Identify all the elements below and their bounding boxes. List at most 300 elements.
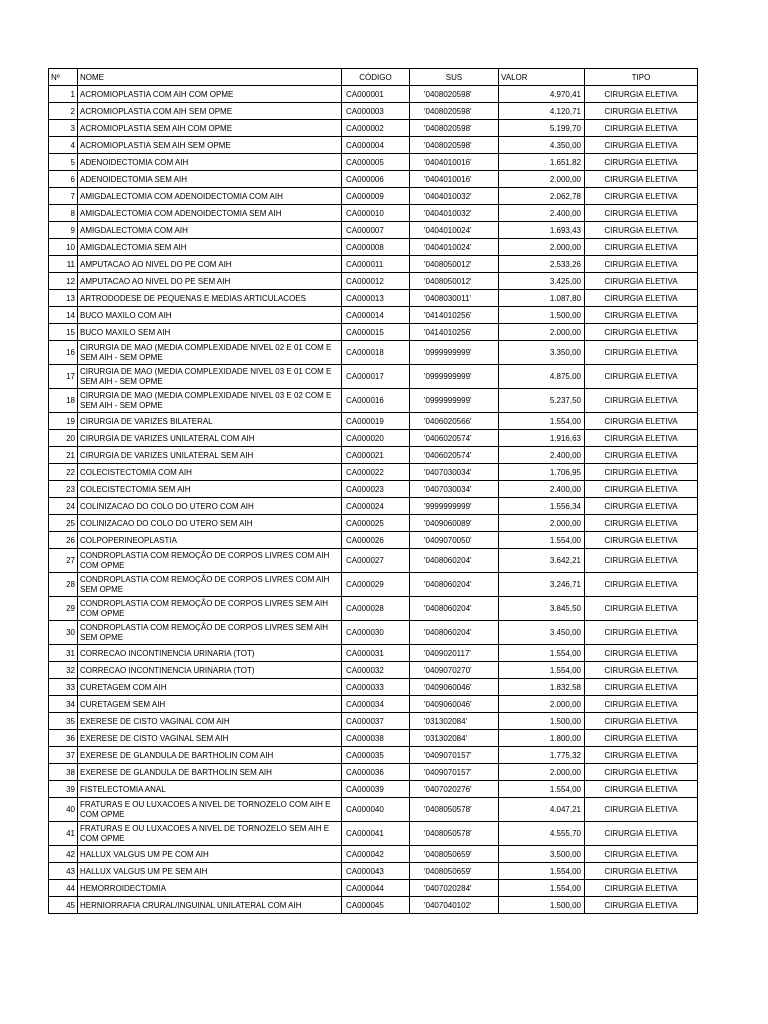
procedure-name: EXERESE DE CISTO VAGINAL SEM AIH	[78, 730, 342, 747]
sus-code: '0408020598'	[410, 120, 499, 137]
procedure-value: 3.845,50	[499, 597, 585, 621]
procedure-type: CIRURGIA ELETIVA	[585, 290, 698, 307]
table-row	[49, 120, 698, 137]
row-number: 42	[49, 846, 78, 863]
sus-code: '0409070157'	[410, 764, 499, 781]
row-number: 24	[49, 498, 78, 515]
row-number: 20	[49, 430, 78, 447]
procedure-value: 2.400,00	[499, 205, 585, 222]
sus-code: '0409070270'	[410, 662, 499, 679]
procedure-value: 4.555,70	[499, 822, 585, 846]
procedure-code: CA000016	[342, 389, 410, 413]
row-number: 5	[49, 154, 78, 171]
procedure-value: 4.047,21	[499, 798, 585, 822]
sus-code: '0404010016'	[410, 171, 499, 188]
procedure-code: CA000040	[342, 798, 410, 822]
row-number: 36	[49, 730, 78, 747]
procedure-value: 2.400,00	[499, 447, 585, 464]
procedure-type: CIRURGIA ELETIVA	[585, 430, 698, 447]
column-header-number: Nº	[49, 69, 78, 86]
procedure-value: 2.000,00	[499, 171, 585, 188]
sus-code: '0409060089'	[410, 515, 499, 532]
procedure-value: 1.554,00	[499, 645, 585, 662]
procedure-name: CONDROPLASTIA COM REMOÇÃO DE CORPOS LIVRES COM AIH COM OPME	[78, 549, 342, 573]
procedure-name: CURETAGEM SEM AIH	[78, 696, 342, 713]
sus-code: '0408060204'	[410, 621, 499, 645]
procedure-name: FISTELECTOMIA ANAL	[78, 781, 342, 798]
procedure-type: CIRURGIA ELETIVA	[585, 696, 698, 713]
procedure-type: CIRURGIA ELETIVA	[585, 822, 698, 846]
table-row	[49, 713, 698, 730]
table-row	[49, 798, 698, 822]
procedure-type: CIRURGIA ELETIVA	[585, 645, 698, 662]
row-number: 28	[49, 573, 78, 597]
sus-code: '9999999999'	[410, 498, 499, 515]
procedure-type: CIRURGIA ELETIVA	[585, 464, 698, 481]
column-header-code: CÓDIGO	[342, 69, 410, 86]
row-number: 19	[49, 413, 78, 430]
procedure-value: 1.556,34	[499, 498, 585, 515]
procedure-type: CIRURGIA ELETIVA	[585, 549, 698, 573]
procedure-value: 2.000,00	[499, 764, 585, 781]
sus-code: '0999999999'	[410, 389, 499, 413]
procedure-code: CA000038	[342, 730, 410, 747]
table-row	[49, 679, 698, 696]
procedure-name: ADENOIDECTOMIA SEM AIH	[78, 171, 342, 188]
procedure-value: 1.554,00	[499, 413, 585, 430]
procedure-type: CIRURGIA ELETIVA	[585, 86, 698, 103]
procedure-value: 1.775,32	[499, 747, 585, 764]
sus-code: '0408050578'	[410, 798, 499, 822]
procedure-name: EXERESE DE GLANDULA DE BARTHOLIN COM AIH	[78, 747, 342, 764]
sus-code: '0408020598'	[410, 137, 499, 154]
table-row	[49, 307, 698, 324]
sus-code: '0999999999'	[410, 341, 499, 365]
procedure-code: CA000025	[342, 515, 410, 532]
procedure-name: CONDROPLASTIA COM REMOÇÃO DE CORPOS LIVRES COM AIH SEM OPME	[78, 573, 342, 597]
row-number: 29	[49, 597, 78, 621]
procedure-value: 1.832,58	[499, 679, 585, 696]
procedure-code: CA000003	[342, 103, 410, 120]
procedure-value: 1.554,00	[499, 781, 585, 798]
row-number: 1	[49, 86, 78, 103]
row-number: 4	[49, 137, 78, 154]
row-number: 2	[49, 103, 78, 120]
procedure-name: ARTRODODESE DE PEQUENAS E MEDIAS ARTICULACOES	[78, 290, 342, 307]
row-number: 23	[49, 481, 78, 498]
table-row	[49, 880, 698, 897]
procedure-value: 1.087,80	[499, 290, 585, 307]
procedure-type: CIRURGIA ELETIVA	[585, 365, 698, 389]
sus-code: '0407020276'	[410, 781, 499, 798]
sus-code: '0409060046'	[410, 679, 499, 696]
procedure-name: COLECISTECTOMIA COM AIH	[78, 464, 342, 481]
procedure-name: EXERESE DE CISTO VAGINAL COM AIH	[78, 713, 342, 730]
procedure-code: CA000022	[342, 464, 410, 481]
procedure-code: CA000006	[342, 171, 410, 188]
procedure-code: CA000015	[342, 324, 410, 341]
procedure-value: 3.642,21	[499, 549, 585, 573]
sus-code: '0408060204'	[410, 573, 499, 597]
table-row	[49, 389, 698, 413]
row-number: 39	[49, 781, 78, 798]
procedure-name: COLPOPERINEOPLASTIA	[78, 532, 342, 549]
procedure-name: CORRECAO INCONTINENCIA URINARIA (TOT)	[78, 645, 342, 662]
procedure-name: AMPUTACAO AO NIVEL DO PE SEM AIH	[78, 273, 342, 290]
procedure-value: 2.533,26	[499, 256, 585, 273]
procedure-value: 1.693,43	[499, 222, 585, 239]
procedure-type: CIRURGIA ELETIVA	[585, 713, 698, 730]
row-number: 9	[49, 222, 78, 239]
header-row	[49, 69, 698, 86]
procedure-code: CA000001	[342, 86, 410, 103]
procedure-value: 1.554,00	[499, 532, 585, 549]
row-number: 30	[49, 621, 78, 645]
row-number: 8	[49, 205, 78, 222]
procedure-code: CA000007	[342, 222, 410, 239]
row-number: 34	[49, 696, 78, 713]
row-number: 41	[49, 822, 78, 846]
procedure-type: CIRURGIA ELETIVA	[585, 447, 698, 464]
procedure-code: CA000027	[342, 549, 410, 573]
sus-code: '0407030034'	[410, 464, 499, 481]
procedure-type: CIRURGIA ELETIVA	[585, 413, 698, 430]
procedure-name: AMIGDALECTOMIA COM ADENOIDECTOMIA SEM AIH	[78, 205, 342, 222]
procedure-code: CA000042	[342, 846, 410, 863]
row-number: 45	[49, 897, 78, 914]
procedure-type: CIRURGIA ELETIVA	[585, 239, 698, 256]
sus-code: '0409070050'	[410, 532, 499, 549]
procedure-name: ACROMIOPLASTIA SEM AIH COM OPME	[78, 120, 342, 137]
procedures-sheet	[48, 68, 697, 914]
procedure-type: CIRURGIA ELETIVA	[585, 880, 698, 897]
procedure-value: 1.554,00	[499, 863, 585, 880]
procedure-value: 1.800,00	[499, 730, 585, 747]
procedure-code: CA000043	[342, 863, 410, 880]
procedure-name: CORRECAO INCONTINENCIA URINARIA (TOT)	[78, 662, 342, 679]
table-row	[49, 781, 698, 798]
procedure-value: 4.350,00	[499, 137, 585, 154]
procedure-name: ACROMIOPLASTIA COM AIH COM OPME	[78, 86, 342, 103]
sus-code: '0407030034'	[410, 481, 499, 498]
procedure-name: ACROMIOPLASTIA SEM AIH SEM OPME	[78, 137, 342, 154]
procedure-code: CA000017	[342, 365, 410, 389]
procedure-code: CA000024	[342, 498, 410, 515]
procedure-name: AMIGDALECTOMIA COM AIH	[78, 222, 342, 239]
procedure-name: COLINIZACAO DO COLO DO UTERO COM AIH	[78, 498, 342, 515]
procedure-value: 5.199,70	[499, 120, 585, 137]
procedure-code: CA000021	[342, 447, 410, 464]
procedure-name: EXERESE DE GLANDULA DE BARTHOLIN SEM AIH	[78, 764, 342, 781]
procedure-name: CONDROPLASTIA COM REMOÇÃO DE CORPOS LIVRES SEM AIH COM OPME	[78, 597, 342, 621]
procedure-name: CONDROPLASTIA COM REMOÇÃO DE CORPOS LIVRES SEM AIH SEM OPME	[78, 621, 342, 645]
table-row	[49, 846, 698, 863]
procedure-type: CIRURGIA ELETIVA	[585, 846, 698, 863]
procedure-name: HALLUX VALGUS UM PE SEM AIH	[78, 863, 342, 880]
procedure-type: CIRURGIA ELETIVA	[585, 103, 698, 120]
row-number: 16	[49, 341, 78, 365]
table-row	[49, 137, 698, 154]
row-number: 18	[49, 389, 78, 413]
procedure-type: CIRURGIA ELETIVA	[585, 730, 698, 747]
procedure-code: CA000045	[342, 897, 410, 914]
procedure-name: BUCO MAXILO SEM AIH	[78, 324, 342, 341]
sus-code: '031302084'	[410, 713, 499, 730]
procedure-value: 1.651,82	[499, 154, 585, 171]
procedure-value: 1.554,00	[499, 880, 585, 897]
sus-code: '0407020284'	[410, 880, 499, 897]
row-number: 40	[49, 798, 78, 822]
procedure-type: CIRURGIA ELETIVA	[585, 781, 698, 798]
table-row	[49, 532, 698, 549]
table-row	[49, 662, 698, 679]
procedure-name: BUCO MAXILO COM AIH	[78, 307, 342, 324]
sus-code: '0407040102'	[410, 897, 499, 914]
table-row	[49, 645, 698, 662]
table-row	[49, 597, 698, 621]
table-row	[49, 171, 698, 188]
procedure-name: CIRURGIA DE VARIZES UNILATERAL COM AIH	[78, 430, 342, 447]
procedure-type: CIRURGIA ELETIVA	[585, 222, 698, 239]
table-row	[49, 515, 698, 532]
procedure-code: CA000028	[342, 597, 410, 621]
row-number: 11	[49, 256, 78, 273]
procedure-name: COLINIZACAO DO COLO DO UTERO SEM AIH	[78, 515, 342, 532]
sus-code: '0408060204'	[410, 549, 499, 573]
procedure-type: CIRURGIA ELETIVA	[585, 573, 698, 597]
table-row	[49, 365, 698, 389]
sus-code: '0404010024'	[410, 222, 499, 239]
table-row	[49, 481, 698, 498]
table-row	[49, 324, 698, 341]
table-row	[49, 290, 698, 307]
procedure-name: FRATURAS E OU LUXACOES A NIVEL DE TORNOZELO SEM AIH E COM OPME	[78, 822, 342, 846]
procedure-type: CIRURGIA ELETIVA	[585, 764, 698, 781]
procedure-type: CIRURGIA ELETIVA	[585, 747, 698, 764]
procedure-code: CA000012	[342, 273, 410, 290]
table-row	[49, 897, 698, 914]
row-number: 7	[49, 188, 78, 205]
row-number: 26	[49, 532, 78, 549]
procedure-code: CA000013	[342, 290, 410, 307]
procedure-type: CIRURGIA ELETIVA	[585, 256, 698, 273]
column-header-valor: VALOR	[499, 69, 585, 86]
row-number: 12	[49, 273, 78, 290]
procedure-code: CA000014	[342, 307, 410, 324]
sus-code: '0408020598'	[410, 86, 499, 103]
sus-code: '0404010024'	[410, 239, 499, 256]
procedure-name: AMIGDALECTOMIA SEM AIH	[78, 239, 342, 256]
procedure-value: 4.875,00	[499, 365, 585, 389]
procedure-type: CIRURGIA ELETIVA	[585, 498, 698, 515]
row-number: 14	[49, 307, 78, 324]
sus-code: '0406020566'	[410, 413, 499, 430]
procedure-value: 3.450,00	[499, 621, 585, 645]
row-number: 37	[49, 747, 78, 764]
procedure-name: CIRURGIA DE MAO (MEDIA COMPLEXIDADE NIVEL 02 E 01 COM E SEM AIH - SEM OPME	[78, 341, 342, 365]
procedure-code: CA000002	[342, 120, 410, 137]
row-number: 38	[49, 764, 78, 781]
procedure-code: CA000026	[342, 532, 410, 549]
table-row	[49, 273, 698, 290]
table-row	[49, 205, 698, 222]
row-number: 10	[49, 239, 78, 256]
row-number: 6	[49, 171, 78, 188]
row-number: 13	[49, 290, 78, 307]
table-row	[49, 764, 698, 781]
row-number: 32	[49, 662, 78, 679]
table-row	[49, 549, 698, 573]
procedure-value: 3.350,00	[499, 341, 585, 365]
procedure-code: CA000037	[342, 713, 410, 730]
table-row	[49, 447, 698, 464]
procedure-code: CA000032	[342, 662, 410, 679]
procedure-value: 2.062,78	[499, 188, 585, 205]
procedure-name: ACROMIOPLASTIA COM AIH SEM OPME	[78, 103, 342, 120]
table-row	[49, 86, 698, 103]
procedure-type: CIRURGIA ELETIVA	[585, 154, 698, 171]
procedure-code: CA000033	[342, 679, 410, 696]
procedure-type: CIRURGIA ELETIVA	[585, 897, 698, 914]
procedure-value: 2.400,00	[499, 481, 585, 498]
row-number: 15	[49, 324, 78, 341]
procedure-code: CA000009	[342, 188, 410, 205]
sus-code: '0408050659'	[410, 863, 499, 880]
procedure-type: CIRURGIA ELETIVA	[585, 341, 698, 365]
procedure-code: CA000010	[342, 205, 410, 222]
procedure-type: CIRURGIA ELETIVA	[585, 307, 698, 324]
procedure-type: CIRURGIA ELETIVA	[585, 515, 698, 532]
procedure-value: 2.000,00	[499, 696, 585, 713]
row-number: 27	[49, 549, 78, 573]
table-row	[49, 730, 698, 747]
table-row	[49, 498, 698, 515]
procedure-value: 3.246,71	[499, 573, 585, 597]
table-row	[49, 154, 698, 171]
sus-code: '0409020117'	[410, 645, 499, 662]
sus-code: '0404010032'	[410, 188, 499, 205]
procedure-name: CIRURGIA DE VARIZES UNILATERAL SEM AIH	[78, 447, 342, 464]
sus-code: '0414010256'	[410, 324, 499, 341]
table-row	[49, 430, 698, 447]
procedure-type: CIRURGIA ELETIVA	[585, 171, 698, 188]
procedure-name: HERNIORRAFIA CRURAL/INGUINAL UNILATERAL COM AIH	[78, 897, 342, 914]
procedure-name: AMPUTACAO AO NIVEL DO PE COM AIH	[78, 256, 342, 273]
procedure-code: CA000035	[342, 747, 410, 764]
row-number: 43	[49, 863, 78, 880]
procedure-type: CIRURGIA ELETIVA	[585, 532, 698, 549]
procedure-value: 1.554,00	[499, 662, 585, 679]
table-row	[49, 103, 698, 120]
table-row	[49, 464, 698, 481]
procedure-type: CIRURGIA ELETIVA	[585, 205, 698, 222]
procedure-type: CIRURGIA ELETIVA	[585, 621, 698, 645]
procedure-type: CIRURGIA ELETIVA	[585, 389, 698, 413]
procedure-code: CA000039	[342, 781, 410, 798]
procedure-name: HALLUX VALGUS UM PE COM AIH	[78, 846, 342, 863]
procedure-code: CA000036	[342, 764, 410, 781]
procedure-type: CIRURGIA ELETIVA	[585, 188, 698, 205]
row-number: 25	[49, 515, 78, 532]
procedure-type: CIRURGIA ELETIVA	[585, 863, 698, 880]
sus-code: '0408050578'	[410, 822, 499, 846]
procedure-name: CIRURGIA DE MAO (MEDIA COMPLEXIDADE NIVEL 03 E 01 COM E SEM AIH - SEM OPME	[78, 365, 342, 389]
table-row	[49, 573, 698, 597]
procedure-code: CA000018	[342, 341, 410, 365]
row-number: 22	[49, 464, 78, 481]
column-header-tipo: TIPO	[585, 69, 698, 86]
procedure-name: CURETAGEM COM AIH	[78, 679, 342, 696]
procedure-value: 3.500,00	[499, 846, 585, 863]
procedure-type: CIRURGIA ELETIVA	[585, 273, 698, 290]
table-row	[49, 341, 698, 365]
procedure-code: CA000019	[342, 413, 410, 430]
row-number: 21	[49, 447, 78, 464]
sus-code: '031302084'	[410, 730, 499, 747]
row-number: 3	[49, 120, 78, 137]
procedure-value: 2.000,00	[499, 324, 585, 341]
procedure-name: HEMORROIDECTOMIA	[78, 880, 342, 897]
sus-code: '0406020574'	[410, 447, 499, 464]
procedure-code: CA000034	[342, 696, 410, 713]
table-row	[49, 256, 698, 273]
sus-code: '0408020598'	[410, 103, 499, 120]
sus-code: '0408050012'	[410, 256, 499, 273]
procedure-value: 1.500,00	[499, 713, 585, 730]
procedure-name: CIRURGIA DE MAO (MEDIA COMPLEXIDADE NIVEL 03 E 02 COM E SEM AIH - SEM OPME	[78, 389, 342, 413]
procedure-type: CIRURGIA ELETIVA	[585, 662, 698, 679]
row-number: 31	[49, 645, 78, 662]
table-row	[49, 239, 698, 256]
sus-code: '0999999999'	[410, 365, 499, 389]
sus-code: '0409060046'	[410, 696, 499, 713]
procedure-name: ADENOIDECTOMIA COM AIH	[78, 154, 342, 171]
procedure-code: CA000011	[342, 256, 410, 273]
table-row	[49, 413, 698, 430]
procedure-value: 2.000,00	[499, 515, 585, 532]
procedure-type: CIRURGIA ELETIVA	[585, 679, 698, 696]
sus-code: '0409070157'	[410, 747, 499, 764]
procedure-name: FRATURAS E OU LUXACOES A NIVEL DE TORNOZELO COM AIH E COM OPME	[78, 798, 342, 822]
procedure-code: CA000031	[342, 645, 410, 662]
column-header-name: NOME	[78, 69, 342, 86]
procedure-code: CA000004	[342, 137, 410, 154]
procedure-code: CA000030	[342, 621, 410, 645]
sus-code: '0404010032'	[410, 205, 499, 222]
procedure-code: CA000008	[342, 239, 410, 256]
procedure-type: CIRURGIA ELETIVA	[585, 120, 698, 137]
sus-code: '0408050659'	[410, 846, 499, 863]
procedure-type: CIRURGIA ELETIVA	[585, 597, 698, 621]
procedure-code: CA000020	[342, 430, 410, 447]
procedure-code: CA000023	[342, 481, 410, 498]
row-number: 35	[49, 713, 78, 730]
procedure-value: 5.237,50	[499, 389, 585, 413]
sus-code: '0406020574'	[410, 430, 499, 447]
procedure-code: CA000044	[342, 880, 410, 897]
procedure-value: 4.120,71	[499, 103, 585, 120]
table-row	[49, 822, 698, 846]
procedure-value: 1.500,00	[499, 897, 585, 914]
table-row	[49, 696, 698, 713]
table-row	[49, 621, 698, 645]
procedure-type: CIRURGIA ELETIVA	[585, 798, 698, 822]
table-row	[49, 747, 698, 764]
sus-code: '0404010016'	[410, 154, 499, 171]
procedure-name: COLECISTECTOMIA SEM AIH	[78, 481, 342, 498]
row-number: 17	[49, 365, 78, 389]
procedure-name: CIRURGIA DE VARIZES BILATERAL	[78, 413, 342, 430]
